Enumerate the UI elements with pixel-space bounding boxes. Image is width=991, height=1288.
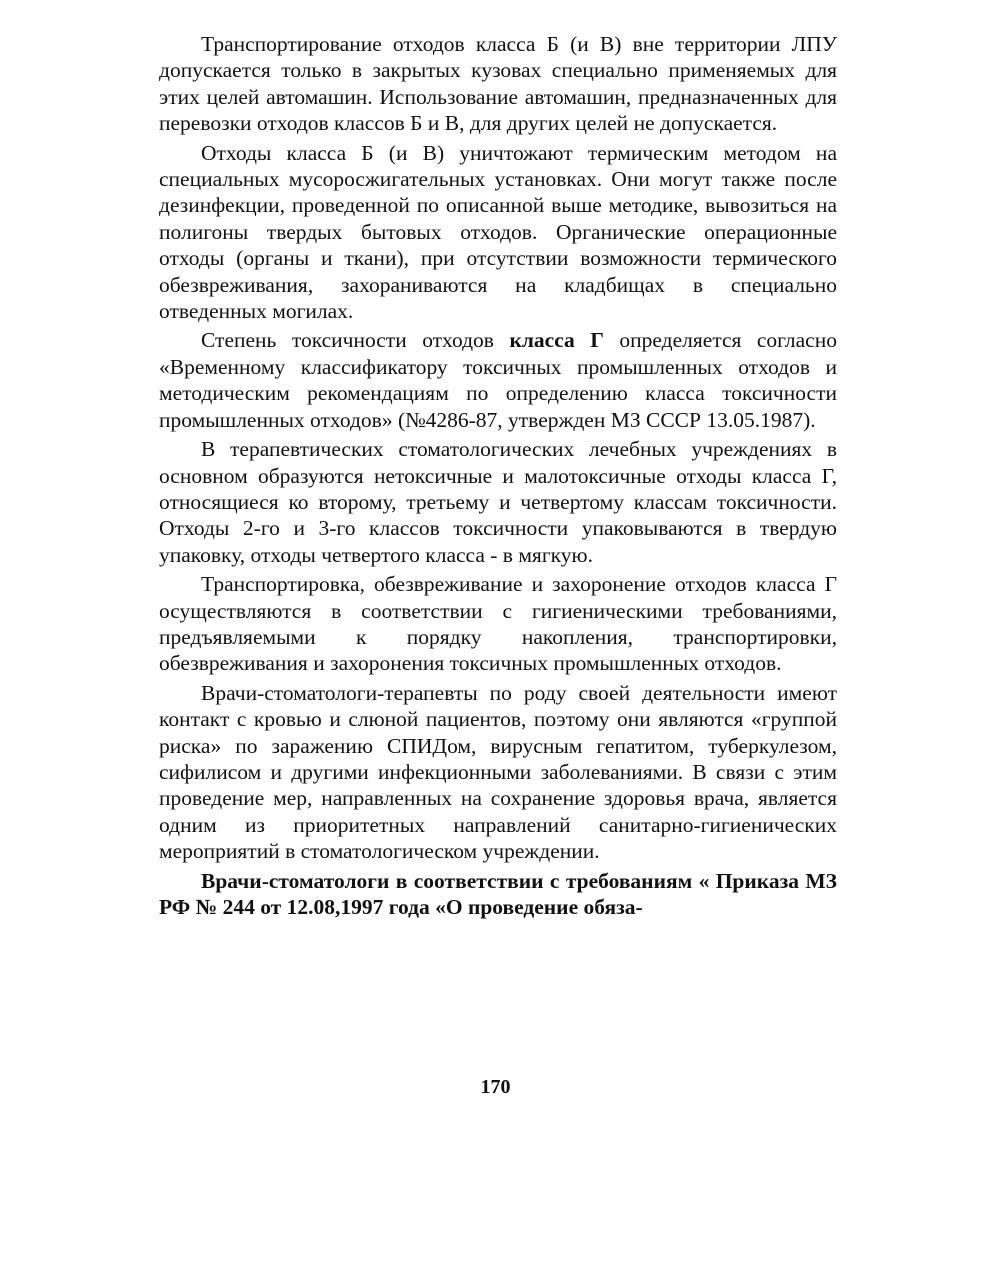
paragraph-destruction-class-b: Отходы класса Б (и В) уничтожают термическим методом на специальных мусоросжигательных установках. Они могут также после дезинфекции, проведенной по описанной выше методике, вывозиться на полигоны твердых бытовых отходов. Органические операционные отходы (органы и ткани), при отсутствии возможности термического обезвреживания, захораниваются на кладбищах в специально отведенных могилах. bbox=[159, 140, 837, 324]
paragraph-transport-class-b: Транспортирование отходов класса Б (и В) вне территории ЛПУ допускается только в закрытых кузовах специально применяемых для этих целей автомашин. Использование автомашин, предназначенных для перевозки отходов классов Б и В, для других целей не допускается. bbox=[159, 32, 837, 136]
paragraph-toxicity-bold-term: класса Г bbox=[509, 328, 604, 353]
paragraph-order-244: Врачи-стоматологи в соответствии с требованиям « Приказа МЗ РФ № 244 от 12.08,1997 года «О проведение обяза- bbox=[159, 868, 837, 919]
paragraph-dental-waste: В терапевтических стоматологических лечебных учреждениях в основном образуются нетоксичные и малотоксичные отходы класса Г, относящиеся ко второму, третьему и четвертому классам токсичности. Отходы 2-го и 3-го классов токсичности упаковываются в твердую упаковку, отходы четвертого класса - в мягкую. bbox=[159, 437, 837, 567]
paragraph-toxicity-before: Степень токсичности отходов bbox=[201, 328, 510, 353]
page-number: 170 bbox=[480, 1076, 511, 1098]
page-body bbox=[159, 31, 837, 923]
paragraph-transport-class-g: Транспортировка, обезвреживание и захоронение отходов класса Г осуществляются в соответствии с гигиеническими требованиями, предъявляемыми к порядку накопления, транспортировки, обезвреживания и захоронения токсичных промышленных отходов. bbox=[159, 572, 837, 676]
paragraph-toxicity-after: определяется согласно «Временному классификатору токсичных промышленных отходов и методическим рекомендациям по определению класса токсичности промышленных отходов» (№4286-87, утвержден МЗ СССР 13.05.1987). bbox=[159, 328, 837, 432]
paragraph-toxicity-class-g bbox=[159, 327, 837, 433]
paragraph-risk-group: Врачи-стоматологи-терапевты по роду своей деятельности имеют контакт с кровью и слюной пациентов, поэтому они являются «группой риска» по заражению СПИДом, вирусным гепатитом, туберкулезом, сифилисом и другими инфекционными заболеваниями. В связи с этим проведение мер, направленных на сохранение здоровья врача, является одним из приоритетных направлений санитарно-гигиенических мероприятий в стоматологическом учреждении. bbox=[159, 680, 837, 864]
